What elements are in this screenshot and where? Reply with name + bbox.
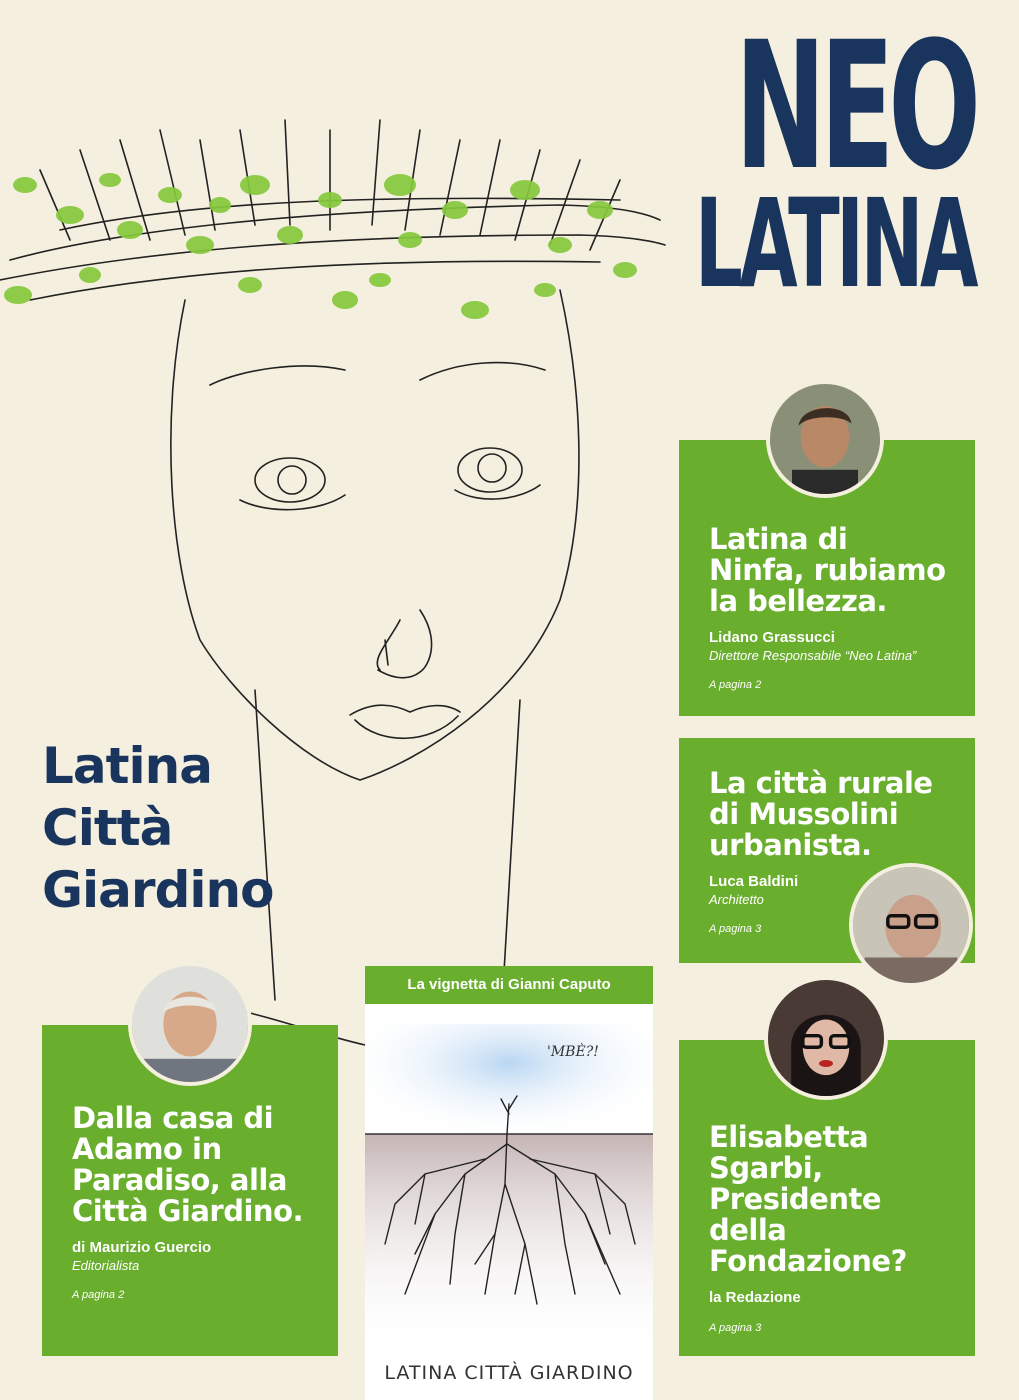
article-author: Lidano Grassucci <box>709 629 835 646</box>
masthead <box>523 4 975 315</box>
comic-header: La vignetta di Gianni Caputo <box>365 966 653 1004</box>
article-title: La città rurale di Mussolini urbanista. <box>709 766 933 862</box>
cover-headline-line1: Latina <box>42 737 212 795</box>
comic-illustration <box>365 1004 653 1400</box>
masthead-line2: LATINA <box>694 172 975 315</box>
article-author: di Maurizio Guercio <box>72 1239 212 1256</box>
article-role: Direttore Responsabile “Neo Latina” <box>709 648 917 663</box>
article-title: Elisabetta Sgarbi, Presidente della Fondazione? <box>709 1120 907 1278</box>
article-title: Latina di Ninfa, rubiamo la bellezza. <box>709 522 946 618</box>
masthead-line1: NEO <box>734 4 975 209</box>
cover-headline <box>42 735 273 921</box>
author-avatar-baldini <box>849 863 973 987</box>
article-author: la Redazione <box>709 1289 801 1306</box>
article-title: Dalla casa di Adamo in Paradiso, alla Città Giardino. <box>72 1101 304 1228</box>
article-role: Architetto <box>709 892 764 907</box>
comic-panel <box>365 966 653 1400</box>
cover-headline-line3: Giardino <box>42 861 274 919</box>
author-avatar-guercio <box>128 962 252 1086</box>
article-page-ref: A pagina 2 <box>72 1289 125 1301</box>
article-role: Editorialista <box>72 1258 140 1273</box>
author-avatar-grassucci <box>766 380 884 498</box>
article-page-ref: A pagina 2 <box>709 679 762 691</box>
article-author: Luca Baldini <box>709 873 799 890</box>
article-page-ref: A pagina 3 <box>709 923 762 935</box>
comic-caption: LATINA CITTÀ GIARDINO <box>384 1362 634 1384</box>
article-page-ref: A pagina 3 <box>709 1322 762 1334</box>
cover-headline-line2: Città <box>42 799 173 857</box>
author-avatar-sgarbi <box>764 976 888 1100</box>
comic-speech: 'MBÈ?! <box>547 1044 599 1060</box>
